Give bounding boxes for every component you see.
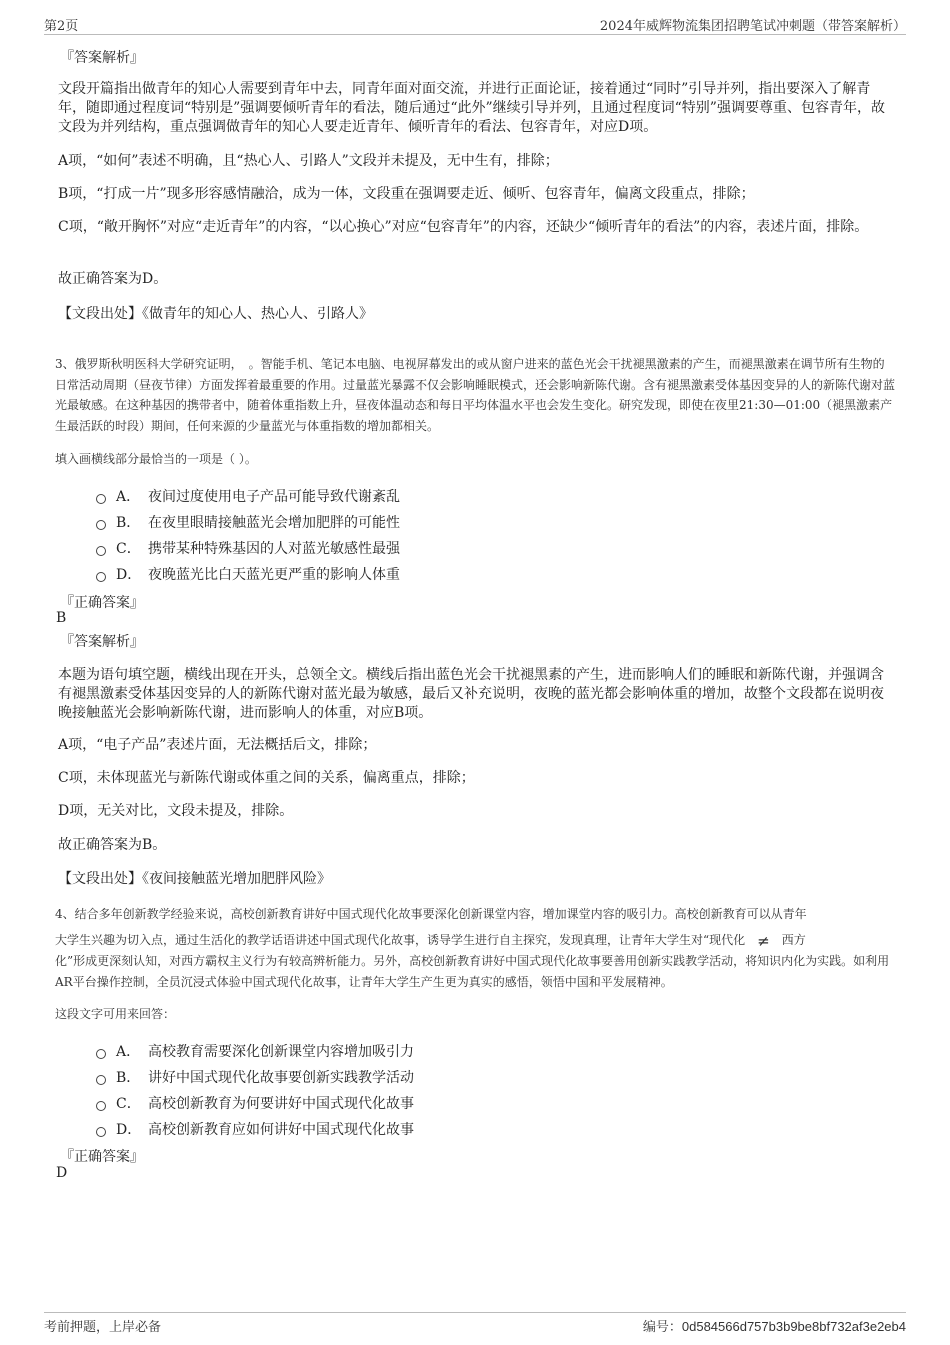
q2-option-b-note: B项，“打成一片”现多形容感情融洽，成为一体，文段重在强调要走近、倾听、包容青年，偏离文段重点，排除； — [58, 186, 755, 202]
q3-option-a[interactable] — [96, 486, 400, 506]
q4-question-text — [55, 904, 895, 992]
option-text: 讲好中国式现代化故事要创新实践教学活动 — [148, 1070, 414, 1086]
q4-text-line2 — [55, 930, 895, 952]
radio-icon[interactable] — [96, 1075, 106, 1085]
q2-option-c-note: C项，“敞开胸怀”对应“走近青年”的内容，“以心换心”对应“包容青年”的内容，还缺少“倾听青年的看法”的内容，表述片面，排除。 — [58, 219, 869, 235]
radio-icon[interactable] — [96, 520, 106, 530]
q4-text-line2a: 大学生兴趣为切入点，通过生活化的教学话语讲述中国式现代化故事，诱导学生进行自主探究，发现真理，让青年大学生对“现代化 — [55, 932, 746, 947]
q4-option-d[interactable] — [96, 1119, 414, 1139]
q3-correct-label: 『正确答案』 — [60, 595, 144, 611]
option-text: 在夜里眼睛接触蓝光会增加肥胖的可能性 — [148, 515, 400, 531]
not-equal-symbol: ≠ — [757, 931, 770, 950]
option-letter: C． — [116, 541, 141, 557]
q3-option-c-note: C项，未体现蓝光与新陈代谢或体重之间的关系，偏离重点，排除； — [58, 770, 475, 786]
q4-text-rest: 化”形成更深刻认知，对西方霸权主义行为有较高辨析能力。另外，高校创新教育讲好中国式现代化故事要善用创新实践教学活动，将知识内化为实践。如利用AR平台操作控制，全员沉浸式体验中国式现代化故事，让青年大学生产生更为真实的感悟，领悟中国和平发展精神。 — [55, 954, 890, 989]
q3-option-d-note: D项，无关对比，文段未提及，排除。 — [58, 803, 294, 819]
option-text: 高校教育需要深化创新课堂内容增加吸引力 — [148, 1044, 414, 1060]
q3-correct-answer: B — [56, 610, 67, 626]
q3-ask: 填入画横线部分最恰当的一项是（ ）。 — [55, 452, 257, 466]
option-text: 高校创新教育为何要讲好中国式现代化故事 — [148, 1096, 414, 1112]
q2-analysis-text: 文段开篇指出做青年的知心人需要到青年中去，同青年面对面交流，并进行正面论证，接着通过“同时”引导并列，指出要深入了解青年，随即通过程度词“特别是”强调要倾听青年的看法，随后通过“此外”继续引导并列，且通过程度词“特别”强调要尊重、包容青年，故文段为并列结构，重点强调做青年的知心人要走近青年、倾听青年的看法、包容青年，对应D项。 — [58, 81, 885, 135]
q4-option-a[interactable] — [96, 1041, 414, 1061]
q3-option-a-note: A项，“电子产品”表述片面，无法概括后文，排除； — [58, 737, 377, 753]
q3-option-b[interactable] — [96, 512, 400, 532]
radio-icon[interactable] — [96, 572, 106, 582]
option-letter: D． — [116, 567, 142, 583]
q3-option-c[interactable] — [96, 538, 400, 558]
option-letter: A． — [116, 1044, 141, 1060]
q2-source: 【文段出处】《做青年的知心人、热心人、引路人》 — [58, 306, 373, 322]
page-header — [44, 14, 906, 35]
q3-conclusion: 故正确答案为B。 — [58, 837, 167, 853]
q4-text-line2b: 西方 — [781, 932, 806, 947]
option-letter: C． — [116, 1096, 141, 1112]
option-letter: A． — [116, 489, 141, 505]
option-text: 夜间过度使用电子产品可能导致代谢紊乱 — [148, 489, 400, 505]
option-text: 夜晚蓝光比白天蓝光更严重的影响人体重 — [148, 567, 400, 583]
q4-correct-answer: D — [56, 1165, 68, 1181]
q4-text-line1: 4、结合多年创新教学经验来说，高校创新教育讲好中国式现代化故事要深化创新课堂内容，增加课堂内容的吸引力。高校创新教育可以从青年 — [55, 907, 807, 921]
q4-ask: 这段文字可用来回答： — [55, 1007, 176, 1021]
radio-icon[interactable] — [96, 1127, 106, 1137]
footer-id-label: 编号： — [642, 1320, 682, 1335]
option-text: 高校创新教育应如何讲好中国式现代化故事 — [148, 1122, 414, 1138]
radio-icon[interactable] — [96, 494, 106, 504]
document-title: 2024年威辉物流集团招聘笔试冲刺题（带答案解析） — [599, 18, 906, 34]
q3-question-text: 3、俄罗斯秋明医科大学研究证明， 。智能手机、笔记本电脑、电视屏幕发出的或从窗户进来的蓝色光会干扰褪黑激素的产生，而褪黑激素在调节所有生物的日常活动周期（昼夜节律）方面发挥着最重要的作用。过量蓝光暴露不仅会影响睡眠模式，还会影响新陈代谢。含有褪黑激素受体基因变异的人的新陈代谢对蓝光最敏感。在这种基因的携带者中，随着体重指数上升，昼夜体温动态和每日平均体温水平也会发生变化。研究发现，即使在夜里21:30—01:00（褪黑激素产生最活跃的时段）期间，任何来源的少量蓝光与体重指数的增加都相关。 — [55, 357, 896, 433]
page-footer — [44, 1312, 906, 1335]
q3-analysis-text: 本题为语句填空题，横线出现在开头，总领全文。横线后指出蓝色光会干扰褪黑素的产生，进而影响人们的睡眠和新陈代谢，并强调含有褪黑激素受体基因变异的人的新陈代谢对蓝光最为敏感，最后又补充说明，夜晚的蓝光都会影响体重的增加，故整个文段都在说明夜晚接触蓝光会影响新陈代谢，进而影响人的体重，对应B项。 — [58, 667, 884, 721]
footer-slogan: 考前押题，上岸必备 — [44, 1320, 162, 1335]
option-letter: B． — [116, 1070, 141, 1086]
footer-id — [643, 1316, 906, 1335]
option-text: 携带某种特殊基因的人对蓝光敏感性最强 — [148, 541, 400, 557]
radio-icon[interactable] — [96, 546, 106, 556]
q3-source: 【文段出处】《夜间接触蓝光增加肥胖风险》 — [58, 871, 331, 887]
page-number: 第2页 — [44, 18, 79, 34]
q4-option-c[interactable] — [96, 1093, 414, 1113]
q3-analysis-label: 『答案解析』 — [60, 634, 144, 650]
radio-icon[interactable] — [96, 1049, 106, 1059]
option-letter: B． — [116, 515, 141, 531]
q2-analysis-label: 『答案解析』 — [60, 50, 144, 66]
radio-icon[interactable] — [96, 1101, 106, 1111]
q2-conclusion: 故正确答案为D。 — [58, 271, 168, 287]
option-letter: D． — [116, 1122, 142, 1138]
q2-option-a-note: A项，“如何”表述不明确，且“热心人、引路人”文段并未提及，无中生有，排除； — [58, 153, 559, 169]
footer-id-code: 0d584566d757b3b9be8bf732af3e2eb4 — [681, 1319, 906, 1334]
q3-option-d[interactable] — [96, 564, 400, 584]
q4-correct-label: 『正确答案』 — [60, 1149, 144, 1165]
q4-option-b[interactable] — [96, 1067, 414, 1087]
